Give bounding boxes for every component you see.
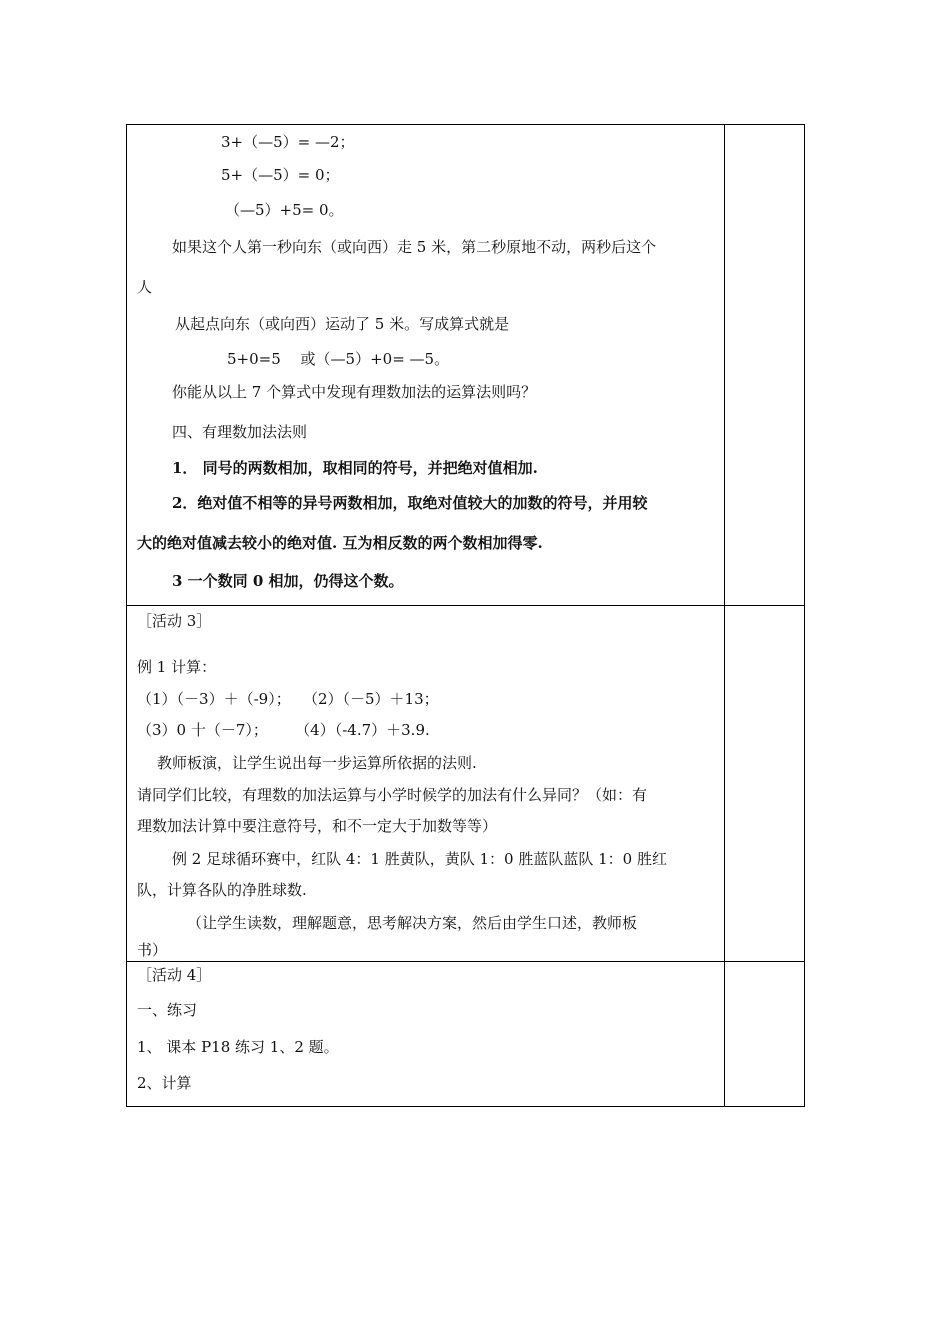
rule-2-line-2: 大的绝对值减去较小的绝对值. 互为相反数的两个数相加得零. — [137, 534, 543, 552]
paragraph-1-line-2: 人 — [137, 278, 153, 296]
note-line-1: （让学生读数，理解题意，思考解决方案，然后由学生口述，教师板 — [187, 914, 638, 932]
rule-3: 3 一个数同 0 相加，仍得这个数。 — [172, 572, 404, 590]
practice-item-2: 2、计算 — [137, 1074, 192, 1092]
teacher-note: 教师板演，让学生说出每一步运算所依据的法则. — [157, 754, 477, 772]
equation-4: 5+0=5 或（—5）+0= —5。 — [227, 350, 450, 368]
paragraph-1-line-1: 如果这个人第一秒向东（或向西）走 5 米，第二秒原地不动，两秒后这个 — [172, 238, 657, 256]
equation-1: 3+（—5）= —2； — [221, 133, 355, 151]
practice-item-1: 1、 课本 P18 练习 1、2 题。 — [137, 1038, 339, 1056]
question-text: 你能从以上 7 个算式中发现有理数加法的运算法则吗？ — [172, 383, 537, 401]
rule-1: 1． 同号的两数相加，取相同的符号，并把绝对值相加. — [172, 459, 538, 477]
practice-heading: 一、练习 — [137, 1001, 198, 1019]
rule-2-line-1: 2．绝对值不相等的异号两数相加，取绝对值较大的加数的符号，并用较 — [172, 494, 648, 512]
equation-3: （—5）+5= 0。 — [225, 201, 344, 219]
column-divider — [724, 125, 725, 1106]
activity-4-title: ［活动 4］ — [137, 966, 212, 984]
example-1-line-2: （3）0 十（－7）； （4）（-4.7）＋3.9. — [137, 721, 430, 739]
compare-line-2: 理数加法计算中要注意符号，和不一定大于加数等等） — [137, 817, 498, 835]
compare-line-1: 请同学们比较，有理数的加法运算与小学时候学的加法有什么异同？（如：有 — [137, 786, 648, 804]
example-1-label: 例 1 计算： — [137, 658, 217, 676]
example-1-line-1: （1）（－3）＋（-9）； （2）（－5）＋13； — [137, 690, 439, 708]
section-heading-rules: 四、有理数加法法则 — [172, 423, 308, 441]
example-2-line-1: 例 2 足球循环赛中，红队 4：1 胜黄队，黄队 1：0 胜蓝队蓝队 1：0 胜红 — [172, 850, 667, 868]
equation-2: 5+（—5）= 0； — [221, 166, 340, 184]
note-line-2: 书） — [137, 941, 168, 959]
paragraph-2: 从起点向东（或向西）运动了 5 米。写成算式就是 — [175, 315, 510, 333]
row-divider-2 — [127, 961, 804, 962]
lesson-table — [126, 124, 805, 1107]
activity-3-title: ［活动 3］ — [137, 612, 212, 630]
row-divider-1 — [127, 605, 804, 606]
example-2-line-2: 队，计算各队的净胜球数. — [137, 881, 307, 899]
